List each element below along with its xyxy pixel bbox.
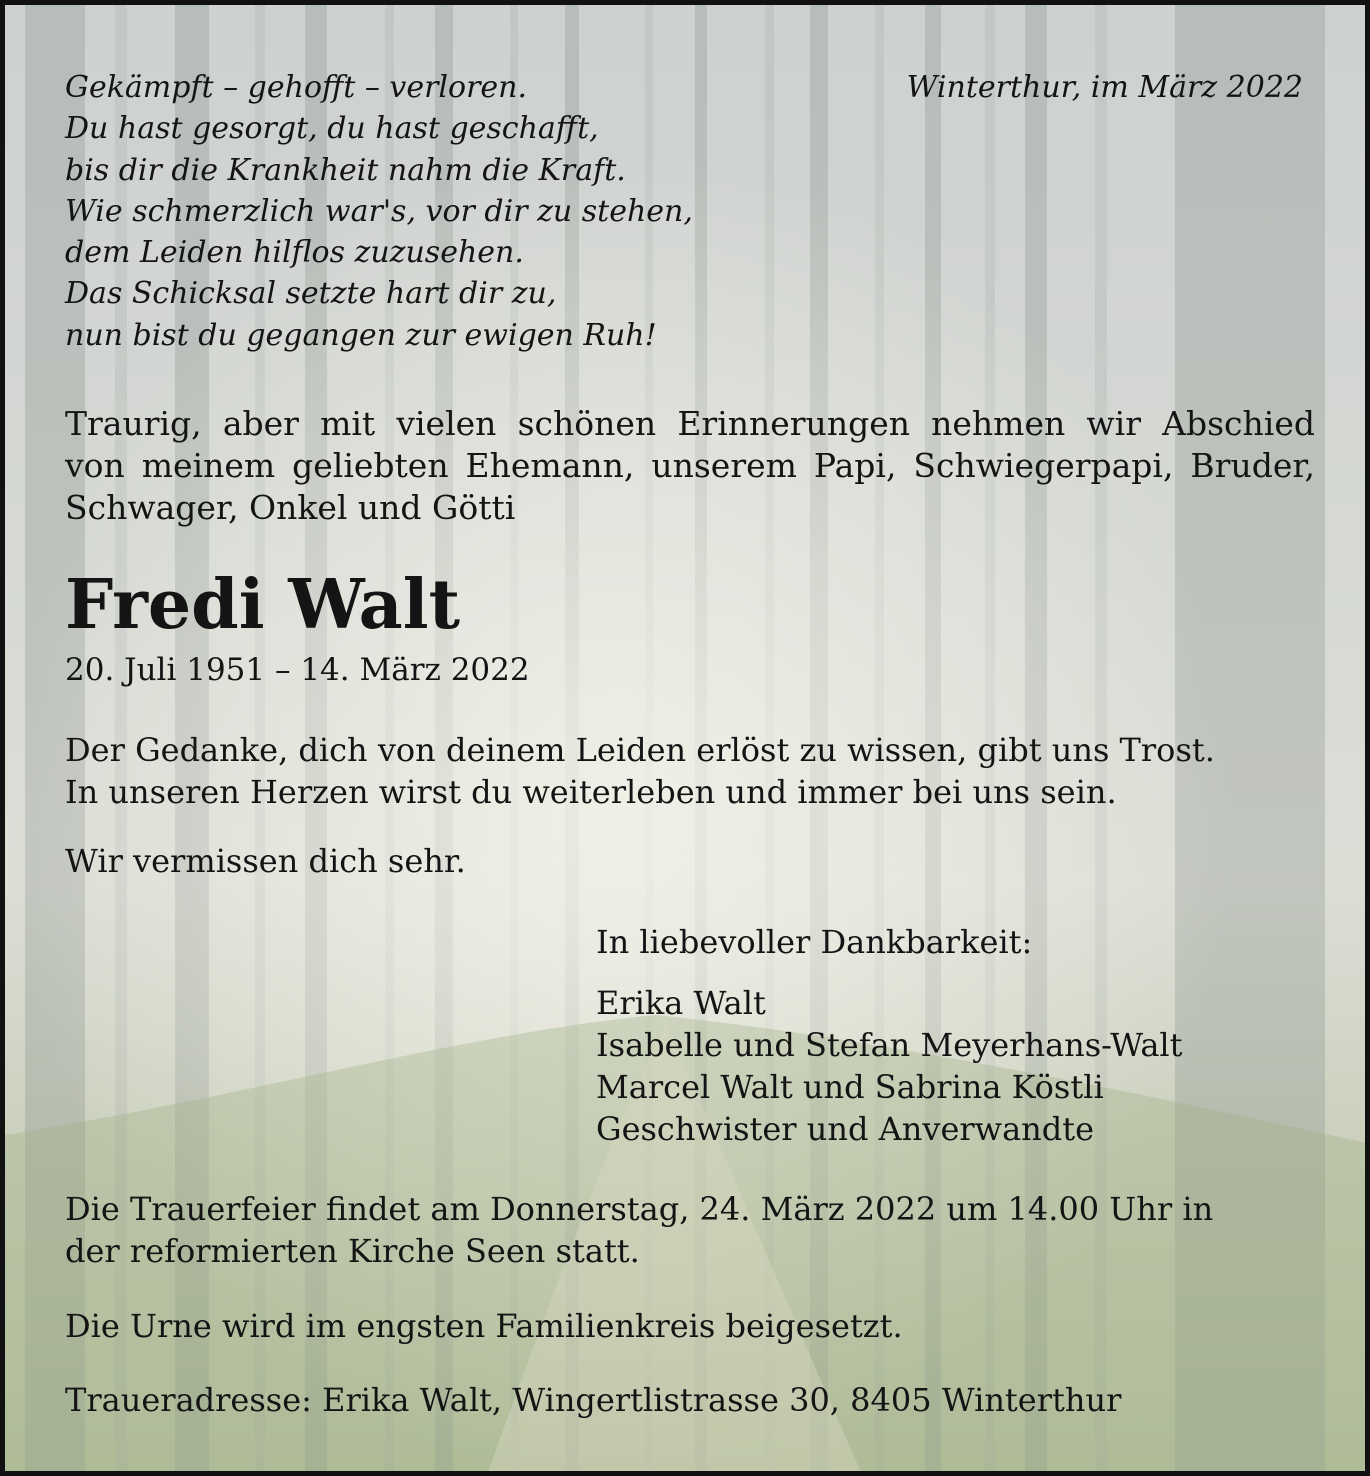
mourner: Marcel Walt und Sabrina Köstli — [596, 1068, 1104, 1106]
intro-line: Traurig, aber mit vielen schönen Erinnerungen nehmen wir Abschied — [65, 404, 1315, 443]
poem-line: nun bist du gegangen zur ewigen Ruh! — [65, 317, 657, 353]
intro-line: Schwager, Onkel und Götti — [65, 488, 516, 527]
mourning-address: Traueradresse: Erika Walt, Wingertlistrasse 30, 8405 Winterthur — [65, 1381, 1122, 1419]
thanks-heading: In liebevoller Dankbarkeit: — [596, 923, 1033, 961]
urn-burial-info: Die Urne wird im engsten Familienkreis beigesetzt. — [65, 1307, 903, 1345]
poem-line: dem Leiden hilflos zuzusehen. — [65, 235, 524, 271]
place-date: Winterthur, im März 2022 — [906, 70, 1303, 105]
miss-text: Wir vermissen dich sehr. — [65, 842, 466, 880]
poem — [65, 67, 693, 356]
poem-line: Gekämpft – gehofft – verloren. — [65, 70, 528, 105]
funeral-service-info — [65, 1188, 1213, 1272]
intro-line: von meinem geliebten Ehemann, unserem Papi, Schwiegerpapi, Bruder, — [65, 446, 1315, 485]
mourner: Erika Walt — [596, 984, 766, 1022]
poem-line: Wie schmerzlich war's, vor dir zu stehen, — [65, 193, 693, 229]
poem-line: Das Schicksal setzte hart dir zu, — [65, 276, 557, 312]
service-line: Die Trauerfeier findet am Donnerstag, 24. März 2022 um 14.00 Uhr in — [65, 1190, 1214, 1228]
mourners-list — [596, 982, 1183, 1150]
life-dates: 20. Juli 1951 – 14. März 2022 — [65, 652, 530, 688]
comfort-text — [65, 729, 1215, 813]
farewell-intro — [65, 403, 1315, 529]
poem-line: Du hast gesorgt, du hast geschafft, — [65, 111, 599, 147]
comfort-line: In unseren Herzen wirst du weiterleben und immer bei uns sein. — [65, 773, 1117, 811]
poem-line: bis dir die Krankheit nahm die Kraft. — [65, 152, 626, 188]
deceased-name: Fredi Walt — [65, 565, 460, 645]
mourner: Isabelle und Stefan Meyerhans-Walt — [596, 1026, 1183, 1064]
service-line: der reformierten Kirche Seen statt. — [65, 1232, 640, 1270]
notice-content — [5, 5, 1365, 1471]
comfort-line: Der Gedanke, dich von deinem Leiden erlöst zu wissen, gibt uns Trost. — [65, 731, 1215, 769]
mourner: Geschwister und Anverwandte — [596, 1110, 1095, 1148]
